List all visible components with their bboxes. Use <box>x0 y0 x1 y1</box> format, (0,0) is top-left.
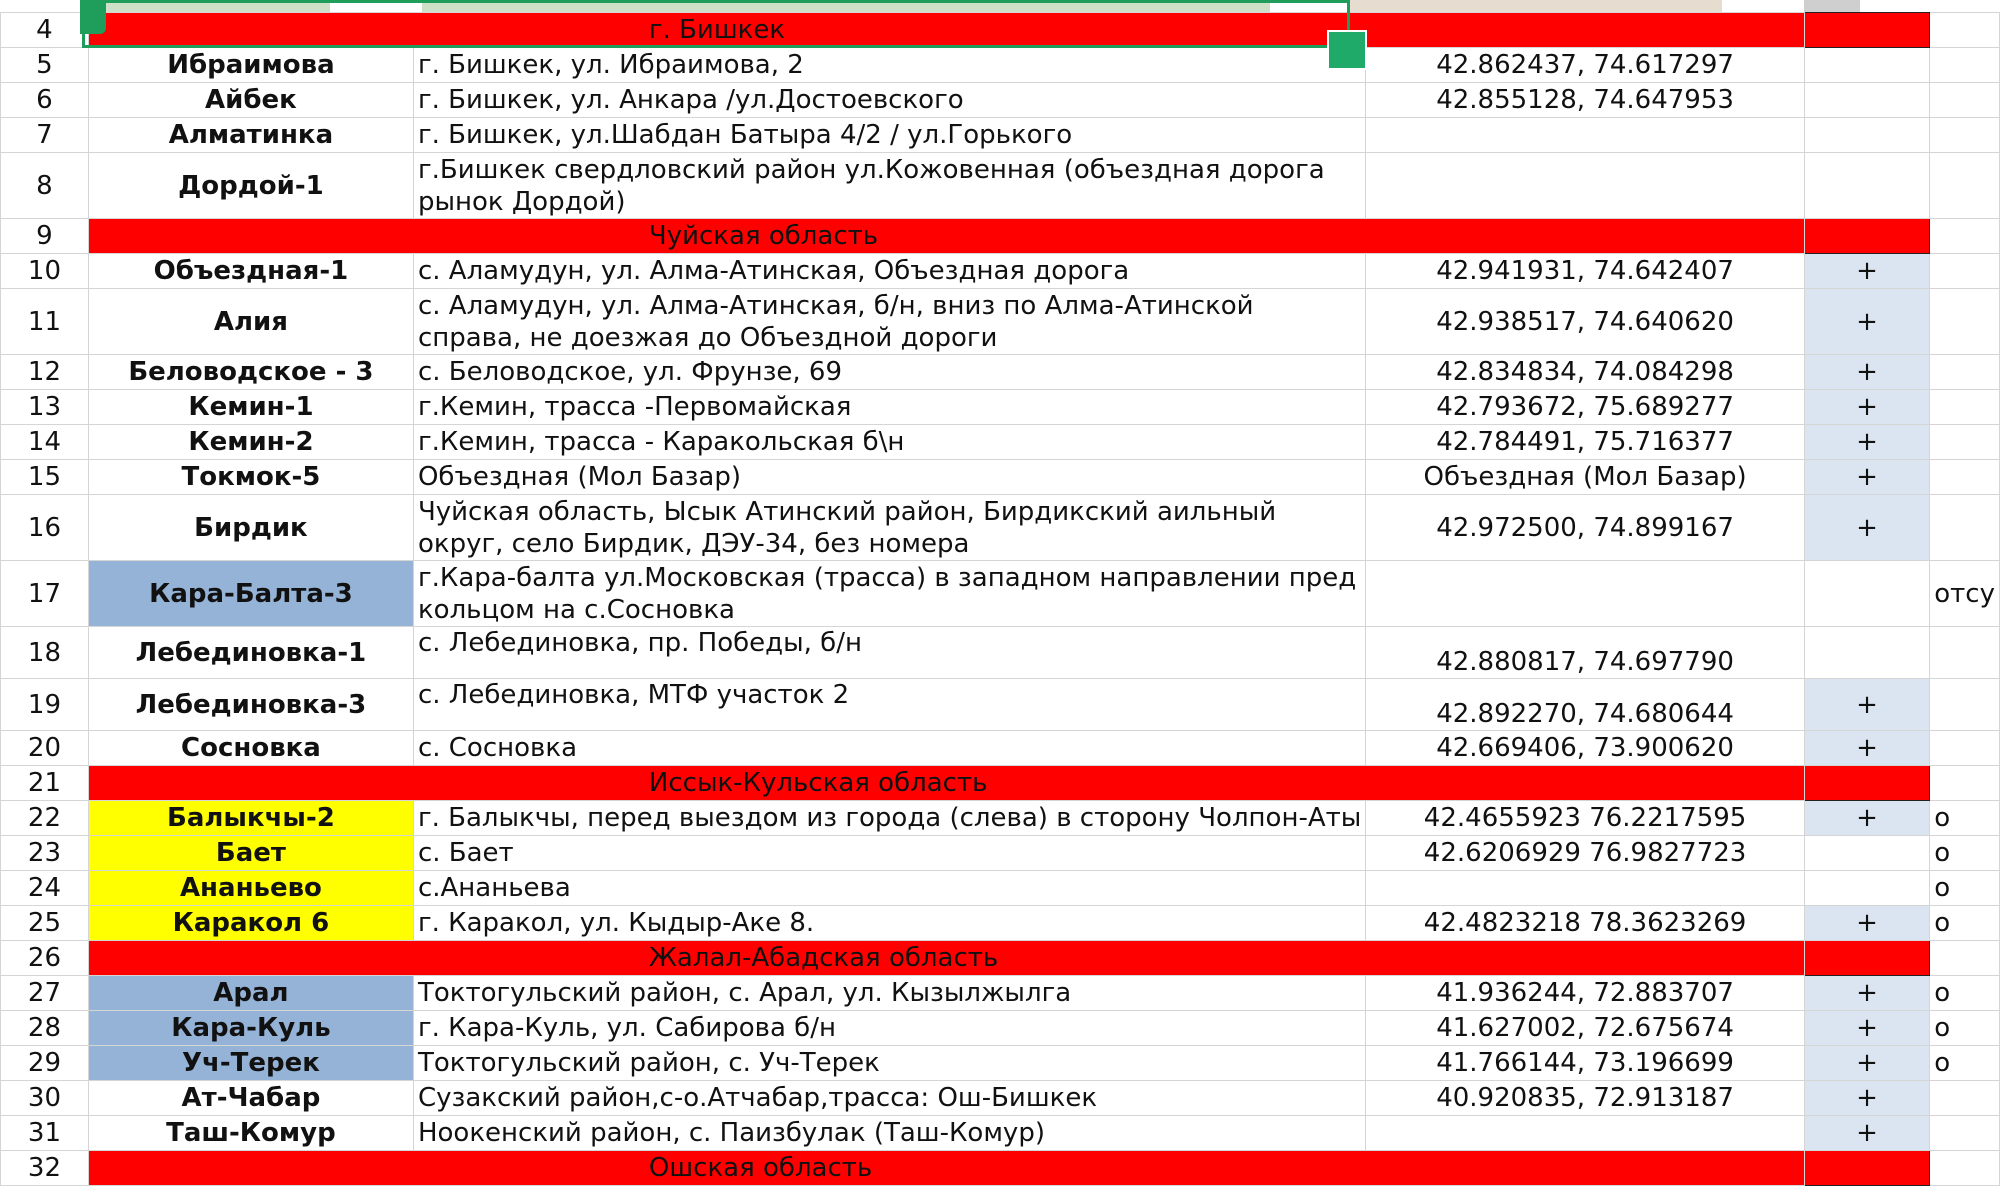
cell[interactable] <box>1930 1151 2000 1186</box>
point-name-cell[interactable]: Кемин-1 <box>88 390 413 425</box>
table-row <box>1 871 2000 906</box>
table-row <box>1 425 2000 460</box>
row-number[interactable]: 13 <box>1 390 89 425</box>
region-header-cell[interactable]: Ошская область <box>88 1151 1804 1186</box>
cell[interactable] <box>1930 425 2000 460</box>
table-row <box>1 836 2000 871</box>
status-mark-cell[interactable] <box>1804 118 1929 153</box>
region-fill-cell[interactable] <box>1804 941 1929 976</box>
coordinates-cell[interactable]: 42.941931, 74.642407 <box>1366 254 1805 289</box>
row-number[interactable]: 30 <box>1 1081 89 1116</box>
point-name-cell[interactable]: Объездная-1 <box>88 254 413 289</box>
table-row <box>1 976 2000 1011</box>
section-row <box>1 219 2000 254</box>
status-mark-cell[interactable] <box>1804 83 1929 118</box>
cell[interactable] <box>1930 118 2000 153</box>
table-row <box>1 460 2000 495</box>
cell[interactable]: отсу <box>1930 561 2000 627</box>
section-row <box>1 1151 2000 1186</box>
cell[interactable] <box>1930 355 2000 390</box>
status-mark-cell[interactable]: + <box>1804 390 1929 425</box>
table-row <box>1 48 2000 83</box>
status-mark-cell[interactable]: + <box>1804 1081 1929 1116</box>
cell[interactable] <box>1930 390 2000 425</box>
address-cell[interactable]: г.Кемин, трасса - Каракольская б\н <box>413 425 1365 460</box>
row-number[interactable]: 21 <box>1 766 89 801</box>
coordinates-cell[interactable]: 40.920835, 72.913187 <box>1366 1081 1805 1116</box>
address-cell[interactable]: г. Балыкчы, перед выездом из города (слева) в сторону Чолпон-Аты <box>413 801 1365 836</box>
status-mark-cell[interactable]: + <box>1804 679 1929 731</box>
point-name-cell[interactable]: Арал <box>88 976 413 1011</box>
point-name-cell[interactable]: Айбек <box>88 83 413 118</box>
address-cell[interactable]: с. Беловодское, ул. Фрунзе, 69 <box>413 355 1365 390</box>
address-cell[interactable]: с.Ананьева <box>413 871 1365 906</box>
coordinates-cell[interactable]: 41.627002, 72.675674 <box>1366 1011 1805 1046</box>
cell[interactable]: о <box>1930 1046 2000 1081</box>
cell[interactable] <box>1930 679 2000 731</box>
cell[interactable] <box>1930 254 2000 289</box>
point-name-cell[interactable]: Токмок-5 <box>88 460 413 495</box>
cell[interactable] <box>1930 83 2000 118</box>
point-name-cell[interactable]: Ибраимова <box>88 48 413 83</box>
address-cell[interactable]: г. Кара-Куль, ул. Сабирова б/н <box>413 1011 1365 1046</box>
point-name-cell[interactable]: Уч-Терек <box>88 1046 413 1081</box>
cell[interactable]: о <box>1930 836 2000 871</box>
table-row <box>1 801 2000 836</box>
point-name-cell[interactable]: Ананьево <box>88 871 413 906</box>
point-name-cell[interactable]: Ат-Чабар <box>88 1081 413 1116</box>
coordinates-cell[interactable] <box>1366 871 1805 906</box>
address-cell[interactable]: с. Бает <box>413 836 1365 871</box>
section-row <box>1 941 2000 976</box>
address-cell[interactable]: с. Аламудун, ул. Алма-Атинская, Объездная дорога <box>413 254 1365 289</box>
coordinates-cell[interactable] <box>1366 1116 1805 1151</box>
table-row <box>1 83 2000 118</box>
region-fill-cell[interactable] <box>1804 1151 1929 1186</box>
coordinates-cell[interactable]: 42.784491, 75.716377 <box>1366 425 1805 460</box>
status-mark-cell[interactable]: + <box>1804 731 1929 766</box>
row-number[interactable]: 15 <box>1 460 89 495</box>
row-number[interactable]: 17 <box>1 561 89 627</box>
row-number[interactable]: 5 <box>1 48 89 83</box>
point-name-cell[interactable]: Беловодское - 3 <box>88 355 413 390</box>
point-name-cell[interactable]: Кара-Куль <box>88 1011 413 1046</box>
row-number[interactable]: 11 <box>1 289 89 355</box>
coordinates-cell[interactable]: 42.862437, 74.617297 <box>1366 48 1805 83</box>
coordinates-cell[interactable] <box>1366 561 1805 627</box>
address-cell[interactable]: г. Бишкек, ул. Анкара /ул.Достоевского <box>413 83 1365 118</box>
cell[interactable]: о <box>1930 976 2000 1011</box>
row-number[interactable]: 10 <box>1 254 89 289</box>
cell[interactable]: о <box>1930 801 2000 836</box>
coordinates-cell[interactable]: 41.936244, 72.883707 <box>1366 976 1805 1011</box>
row-number[interactable]: 26 <box>1 941 89 976</box>
region-fill-cell[interactable] <box>1804 766 1929 801</box>
region-fill-cell[interactable] <box>1804 13 1929 48</box>
cell[interactable] <box>1930 460 2000 495</box>
point-name-cell[interactable]: Алия <box>88 289 413 355</box>
header-cell <box>1804 0 1860 12</box>
row-number[interactable]: 16 <box>1 495 89 561</box>
coordinates-cell[interactable]: 42.880817, 74.697790 <box>1366 627 1805 679</box>
cell[interactable] <box>1930 13 2000 48</box>
cell[interactable] <box>1930 627 2000 679</box>
status-mark-cell[interactable]: + <box>1804 801 1929 836</box>
point-name-cell[interactable]: Сосновка <box>88 731 413 766</box>
table-row <box>1 1116 2000 1151</box>
status-mark-cell[interactable] <box>1804 48 1929 83</box>
row-number[interactable]: 27 <box>1 976 89 1011</box>
address-cell[interactable]: Ноокенский район, с. Паизбулак (Таш-Комур) <box>413 1116 1365 1151</box>
point-name-cell[interactable]: Бает <box>88 836 413 871</box>
row-number[interactable]: 8 <box>1 153 89 219</box>
status-mark-cell[interactable]: + <box>1804 906 1929 941</box>
selection-fill-handle[interactable] <box>1327 30 1367 70</box>
table-row <box>1 495 2000 561</box>
address-cell[interactable]: г.Кара-балта ул.Московская (трасса) в западном направлении пред кольцом на с.Сосновка <box>413 561 1365 627</box>
address-cell[interactable]: с. Аламудун, ул. Алма-Атинская, б/н, вниз по Алма-Атинской справа, не доезжая до Объездной дороги <box>413 289 1365 355</box>
table-row <box>1 254 2000 289</box>
point-name-cell[interactable]: Лебединовка-3 <box>88 679 413 731</box>
row-number[interactable]: 29 <box>1 1046 89 1081</box>
coordinates-cell[interactable]: 42.4823218 78.3623269 <box>1366 906 1805 941</box>
point-name-cell[interactable]: Кемин-2 <box>88 425 413 460</box>
coordinates-cell[interactable] <box>1366 118 1805 153</box>
coordinates-cell[interactable]: 42.972500, 74.899167 <box>1366 495 1805 561</box>
coordinates-cell[interactable]: 42.669406, 73.900620 <box>1366 731 1805 766</box>
point-name-cell[interactable]: Дордой-1 <box>88 153 413 219</box>
point-name-cell[interactable]: Кара-Балта-3 <box>88 561 413 627</box>
coordinates-cell[interactable]: 41.766144, 73.196699 <box>1366 1046 1805 1081</box>
address-cell[interactable]: Сузакский район,с-о.Атчабар,трасса: Ош-Бишкек <box>413 1081 1365 1116</box>
cell[interactable] <box>1930 289 2000 355</box>
data-table <box>0 12 2000 1186</box>
coordinates-cell[interactable]: 42.892270, 74.680644 <box>1366 679 1805 731</box>
coordinates-cell[interactable]: Объездная (Мол Базар) <box>1366 460 1805 495</box>
cell[interactable]: о <box>1930 906 2000 941</box>
selection-corner <box>80 0 106 34</box>
region-header-cell[interactable]: Иссык-Кульская область <box>88 766 1804 801</box>
cell[interactable] <box>1930 1116 2000 1151</box>
address-cell[interactable]: г. Бишкек, ул. Ибраимова, 2 <box>413 48 1365 83</box>
cell[interactable] <box>1930 153 2000 219</box>
table-row <box>1 906 2000 941</box>
table-row <box>1 390 2000 425</box>
coordinates-cell[interactable]: 42.6206929 76.9827723 <box>1366 836 1805 871</box>
coordinates-cell[interactable]: 42.855128, 74.647953 <box>1366 83 1805 118</box>
cell[interactable] <box>1930 731 2000 766</box>
point-name-cell[interactable]: Бирдик <box>88 495 413 561</box>
cell[interactable]: о <box>1930 1011 2000 1046</box>
status-mark-cell[interactable]: + <box>1804 289 1929 355</box>
header-row-strip <box>0 0 2000 12</box>
point-name-cell[interactable]: Алматинка <box>88 118 413 153</box>
address-cell[interactable]: с. Лебединовка, МТФ участок 2 <box>413 679 1365 731</box>
coordinates-cell[interactable]: 42.4655923 76.2217595 <box>1366 801 1805 836</box>
status-mark-cell[interactable]: + <box>1804 460 1929 495</box>
row-number[interactable]: 24 <box>1 871 89 906</box>
cell[interactable] <box>1930 48 2000 83</box>
header-cell <box>422 0 1270 12</box>
cell[interactable] <box>1930 941 2000 976</box>
status-mark-cell[interactable] <box>1804 836 1929 871</box>
cell[interactable] <box>1930 495 2000 561</box>
section-row <box>1 13 2000 48</box>
status-mark-cell[interactable] <box>1804 153 1929 219</box>
row-number[interactable]: 9 <box>1 219 89 254</box>
table-row <box>1 561 2000 627</box>
section-row <box>1 766 2000 801</box>
coordinates-cell[interactable]: 42.793672, 75.689277 <box>1366 390 1805 425</box>
cell[interactable] <box>1930 1081 2000 1116</box>
table-row <box>1 289 2000 355</box>
coordinates-cell[interactable] <box>1366 153 1805 219</box>
address-cell[interactable]: г.Кемин, трасса -Первомайская <box>413 390 1365 425</box>
address-cell[interactable]: Чуйская область, Ысык Атинский район, Бирдикский аильный округ, село Бирдик, ДЭУ-34, без номера <box>413 495 1365 561</box>
table-row <box>1 355 2000 390</box>
status-mark-cell[interactable]: + <box>1804 976 1929 1011</box>
address-cell[interactable]: г. Каракол, ул. Кыдыр-Аке 8. <box>413 906 1365 941</box>
table-row <box>1 1081 2000 1116</box>
region-header-cell[interactable]: г. Бишкек <box>88 13 1804 48</box>
address-cell[interactable]: Объездная (Мол Базар) <box>413 460 1365 495</box>
table-row <box>1 731 2000 766</box>
coordinates-cell[interactable]: 42.938517, 74.640620 <box>1366 289 1805 355</box>
address-cell[interactable]: Токтогульский район, с. Арал, ул. Кызылжылга <box>413 976 1365 1011</box>
table-row <box>1 118 2000 153</box>
address-cell[interactable]: с. Лебединовка, пр. Победы, б/н <box>413 627 1365 679</box>
address-cell[interactable]: с. Сосновка <box>413 731 1365 766</box>
row-number[interactable]: 4 <box>1 13 89 48</box>
status-mark-cell[interactable]: + <box>1804 425 1929 460</box>
status-mark-cell[interactable]: + <box>1804 355 1929 390</box>
header-cell <box>90 0 330 12</box>
status-mark-cell[interactable]: + <box>1804 1116 1929 1151</box>
cell[interactable] <box>1930 219 2000 254</box>
point-name-cell[interactable]: Каракол 6 <box>88 906 413 941</box>
table-row <box>1 679 2000 731</box>
row-number[interactable]: 14 <box>1 425 89 460</box>
region-fill-cell[interactable] <box>1804 219 1929 254</box>
row-number[interactable]: 22 <box>1 801 89 836</box>
status-mark-cell[interactable]: + <box>1804 1011 1929 1046</box>
table-row <box>1 627 2000 679</box>
row-number[interactable]: 18 <box>1 627 89 679</box>
region-header-cell[interactable]: Чуйская область <box>88 219 1804 254</box>
coordinates-cell[interactable]: 42.834834, 74.084298 <box>1366 355 1805 390</box>
row-number[interactable]: 6 <box>1 83 89 118</box>
row-number[interactable]: 31 <box>1 1116 89 1151</box>
header-cell <box>1350 0 1722 12</box>
row-number[interactable]: 20 <box>1 731 89 766</box>
row-number[interactable]: 19 <box>1 679 89 731</box>
row-number[interactable]: 12 <box>1 355 89 390</box>
status-mark-cell[interactable]: + <box>1804 254 1929 289</box>
status-mark-cell[interactable] <box>1804 871 1929 906</box>
address-cell[interactable]: Токтогульский район, с. Уч-Терек <box>413 1046 1365 1081</box>
point-name-cell[interactable]: Таш-Комур <box>88 1116 413 1151</box>
cell[interactable]: о <box>1930 871 2000 906</box>
table-row <box>1 153 2000 219</box>
address-cell[interactable]: г. Бишкек, ул.Шабдан Батыра 4/2 / ул.Горького <box>413 118 1365 153</box>
table-row <box>1 1046 2000 1081</box>
region-header-cell[interactable]: Жалал-Абадская область <box>88 941 1804 976</box>
status-mark-cell[interactable] <box>1804 561 1929 627</box>
table-row <box>1 1011 2000 1046</box>
point-name-cell[interactable]: Лебединовка-1 <box>88 627 413 679</box>
row-number[interactable]: 7 <box>1 118 89 153</box>
address-cell[interactable]: г.Бишкек свердловский район ул.Кожовенная (объездная дорога рынок Дордой) <box>413 153 1365 219</box>
row-number[interactable]: 32 <box>1 1151 89 1186</box>
status-mark-cell[interactable]: + <box>1804 495 1929 561</box>
row-number[interactable]: 25 <box>1 906 89 941</box>
row-number[interactable]: 28 <box>1 1011 89 1046</box>
row-number[interactable]: 23 <box>1 836 89 871</box>
status-mark-cell[interactable] <box>1804 627 1929 679</box>
point-name-cell[interactable]: Балыкчы-2 <box>88 801 413 836</box>
cell[interactable] <box>1930 766 2000 801</box>
status-mark-cell[interactable]: + <box>1804 1046 1929 1081</box>
